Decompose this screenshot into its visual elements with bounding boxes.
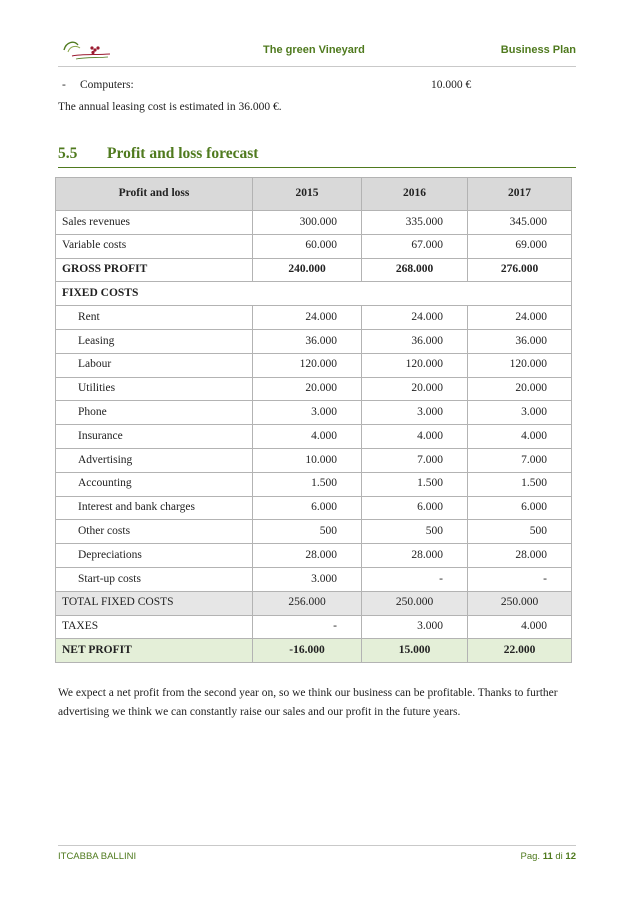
row-value: 345.000 — [468, 211, 572, 235]
row-value: 500 — [468, 520, 572, 544]
footer-divider — [58, 845, 576, 846]
row-value: 36.000 — [253, 329, 362, 353]
conclusion-paragraph: We expect a net profit from the second year on, so we think our business can be profitable. Thanks to further advertising we think we can constantly raise our sales and our profit in the future years. — [58, 687, 558, 718]
row-label: FIXED COSTS — [56, 282, 572, 306]
row-label: Advertising — [56, 448, 253, 472]
row-value: 28.000 — [468, 544, 572, 568]
row-value: 60.000 — [253, 234, 362, 258]
section-divider — [58, 167, 576, 168]
section-number: 5.5 — [58, 145, 78, 162]
row-value: 36.000 — [362, 329, 468, 353]
row-value: 300.000 — [253, 211, 362, 235]
table-header-cell: 2016 — [362, 178, 468, 211]
page-current: 11 — [542, 851, 553, 862]
row-value: 20.000 — [253, 377, 362, 401]
row-value: 500 — [362, 520, 468, 544]
row-value: 120.000 — [362, 353, 468, 377]
row-value: 120.000 — [468, 353, 572, 377]
page-separator: di — [555, 851, 563, 862]
row-value: 6.000 — [362, 496, 468, 520]
bullet-value: 10.000 € — [431, 79, 472, 91]
row-label: TAXES — [56, 615, 253, 639]
table-row — [56, 496, 572, 520]
row-label: GROSS PROFIT — [56, 258, 253, 282]
table-row — [56, 377, 572, 401]
bullet-item — [62, 79, 134, 91]
row-label: TOTAL FIXED COSTS — [56, 591, 253, 615]
row-label: Depreciations — [56, 544, 253, 568]
row-value: 6.000 — [253, 496, 362, 520]
table-row — [56, 211, 572, 235]
row-value: 3.000 — [362, 615, 468, 639]
row-value: 4.000 — [362, 425, 468, 449]
bullet-dash: - — [62, 79, 66, 91]
table-row — [56, 544, 572, 568]
row-label: Start-up costs — [56, 567, 253, 591]
row-value: 276.000 — [468, 258, 572, 282]
row-value: 500 — [253, 520, 362, 544]
net-profit-row — [56, 639, 572, 663]
taxes-row — [56, 615, 572, 639]
row-value: 120.000 — [253, 353, 362, 377]
vineyard-logo-icon — [58, 36, 118, 62]
row-label: Sales revenues — [56, 211, 253, 235]
table-row — [56, 353, 572, 377]
page-prefix: Pag. — [520, 851, 541, 862]
row-label: Leasing — [56, 329, 253, 353]
row-value: 24.000 — [468, 306, 572, 330]
table-row — [56, 520, 572, 544]
bullet-label: Computers: — [80, 79, 134, 91]
table-row — [56, 234, 572, 258]
row-label: NET PROFIT — [56, 639, 253, 663]
row-value: 1.500 — [468, 472, 572, 496]
row-value: 3.000 — [253, 567, 362, 591]
row-value: 1.500 — [362, 472, 468, 496]
table-row — [56, 567, 572, 591]
row-label: Other costs — [56, 520, 253, 544]
row-label: Accounting — [56, 472, 253, 496]
row-value: 240.000 — [253, 258, 362, 282]
header-title: The green Vineyard — [263, 44, 365, 56]
total-fixed-costs-row — [56, 591, 572, 615]
table-row — [56, 401, 572, 425]
footer-page-number — [521, 851, 577, 862]
row-value: 1.500 — [253, 472, 362, 496]
row-value: 22.000 — [468, 639, 572, 663]
table-row — [56, 425, 572, 449]
row-label: Labour — [56, 353, 253, 377]
row-value: 3.000 — [468, 401, 572, 425]
row-label: Interest and bank charges — [56, 496, 253, 520]
row-value: 7.000 — [362, 448, 468, 472]
row-label: Rent — [56, 306, 253, 330]
row-value: 24.000 — [253, 306, 362, 330]
table-header-cell: 2015 — [253, 178, 362, 211]
row-value: 256.000 — [253, 591, 362, 615]
footer-school: ITCABBA BALLINI — [58, 851, 137, 862]
table-header-row — [56, 178, 572, 211]
table-row — [56, 329, 572, 353]
row-value: 20.000 — [468, 377, 572, 401]
row-value: 10.000 — [253, 448, 362, 472]
fixed-costs-group-row — [56, 282, 572, 306]
row-value: - — [362, 567, 468, 591]
row-value: 15.000 — [362, 639, 468, 663]
table-row — [56, 472, 572, 496]
row-label: Variable costs — [56, 234, 253, 258]
page-header — [58, 36, 576, 64]
row-value: 28.000 — [362, 544, 468, 568]
row-value: 250.000 — [468, 591, 572, 615]
row-value: 268.000 — [362, 258, 468, 282]
table-row — [56, 448, 572, 472]
row-value: -16.000 — [253, 639, 362, 663]
table-header-cell: 2017 — [468, 178, 572, 211]
header-divider — [58, 66, 576, 67]
page-total: 12 — [565, 851, 576, 862]
row-label: Insurance — [56, 425, 253, 449]
section-heading — [58, 145, 258, 163]
row-value: 36.000 — [468, 329, 572, 353]
row-value: 3.000 — [362, 401, 468, 425]
row-value: 67.000 — [362, 234, 468, 258]
section-title: Profit and loss forecast — [107, 145, 259, 162]
gross-profit-row — [56, 258, 572, 282]
row-value: 250.000 — [362, 591, 468, 615]
row-label: Utilities — [56, 377, 253, 401]
table-header-cell: Profit and loss — [56, 178, 253, 211]
row-value: 4.000 — [468, 615, 572, 639]
table-row — [56, 306, 572, 330]
row-value: - — [468, 567, 572, 591]
row-value: 4.000 — [253, 425, 362, 449]
row-label: Phone — [56, 401, 253, 425]
leasing-paragraph: The annual leasing cost is estimated in 36.000 €. — [58, 101, 282, 113]
row-value: 69.000 — [468, 234, 572, 258]
row-value: 335.000 — [362, 211, 468, 235]
row-value: 28.000 — [253, 544, 362, 568]
row-value: 4.000 — [468, 425, 572, 449]
row-value: 24.000 — [362, 306, 468, 330]
row-value: - — [253, 615, 362, 639]
profit-loss-table — [55, 177, 572, 663]
header-document-type: Business Plan — [500, 44, 576, 56]
row-value: 3.000 — [253, 401, 362, 425]
row-value: 7.000 — [468, 448, 572, 472]
row-value: 6.000 — [468, 496, 572, 520]
row-value: 20.000 — [362, 377, 468, 401]
